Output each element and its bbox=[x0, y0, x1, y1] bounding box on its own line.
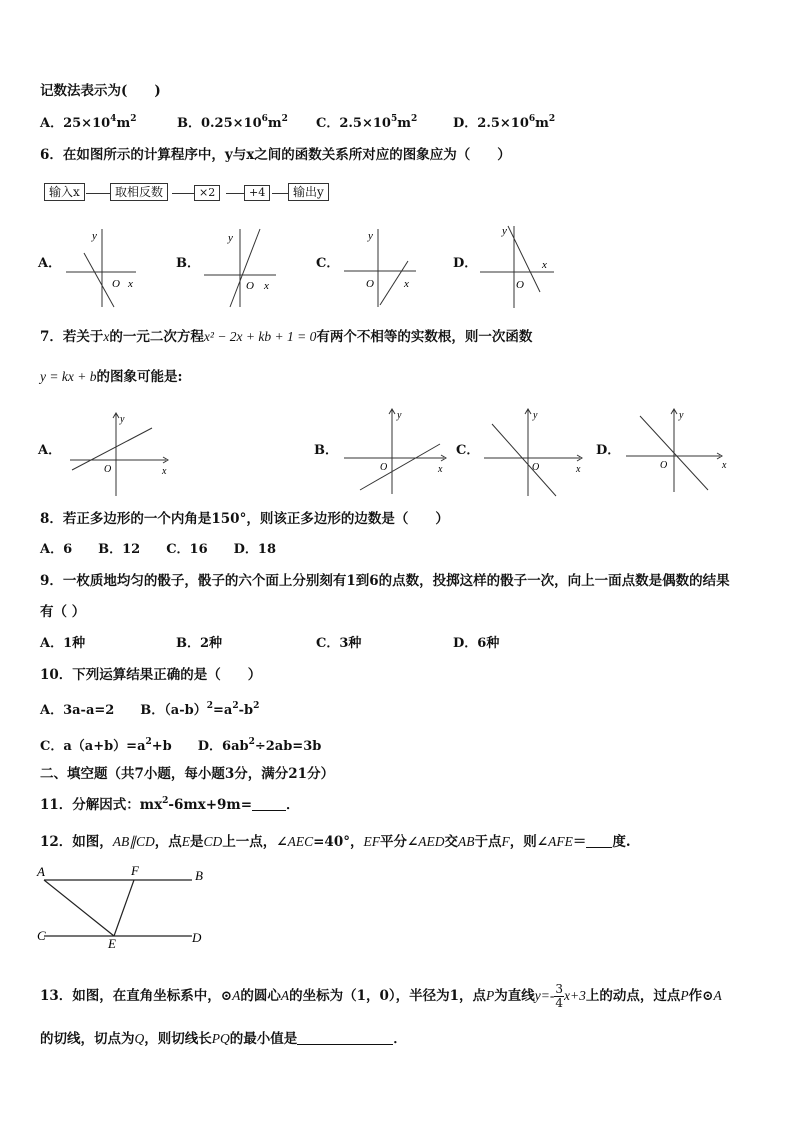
q7-option-c: C． bbox=[456, 443, 480, 458]
q9-option-b: B．2种 bbox=[176, 636, 223, 651]
point-label-a: A bbox=[37, 864, 45, 879]
q11-stem: 11．分解因式：$mx^2-6mx+9m=$ ． bbox=[40, 796, 300, 813]
q5-option-a: A．$25\times 10^4m^2$ bbox=[40, 114, 137, 131]
q6-option-c: C． bbox=[316, 256, 340, 271]
q12-parallel-lines-figure bbox=[34, 860, 214, 954]
q12-stem: 12．如图，AB∥CD，点E是CD上一点，∠AEC=40°，EF平分∠AED交AB于点F，则∠AFE＝ 度. bbox=[40, 834, 631, 850]
answer-blank[interactable] bbox=[297, 1044, 393, 1045]
q7-option-b: B． bbox=[314, 443, 338, 458]
q6-stem: 6．在如图所示的计算程序中，y与x之间的函数关系所对应的图象应为（ ） bbox=[40, 147, 511, 163]
flow-step-plus4: +4 bbox=[244, 185, 270, 201]
flow-arrow bbox=[86, 193, 110, 194]
svg-text:x: x bbox=[438, 464, 443, 475]
flow-step-negate: 取相反数 bbox=[110, 183, 168, 201]
svg-text:x: x bbox=[542, 259, 547, 271]
svg-text:x: x bbox=[264, 280, 269, 292]
svg-text:y: y bbox=[679, 410, 684, 421]
q6-graph-a bbox=[62, 225, 142, 314]
svg-text:O: O bbox=[366, 278, 374, 290]
q6-graph-b bbox=[200, 225, 280, 314]
svg-text:y: y bbox=[533, 410, 538, 421]
point-label-e: E bbox=[108, 936, 116, 950]
q6-graph-d bbox=[476, 222, 558, 314]
q8-stem: 8．若正多边形的一个内角是150°，则该正多边形的边数是（ ） bbox=[40, 511, 449, 527]
svg-text:x: x bbox=[128, 278, 133, 290]
q9-stem: 9．一枚质地均匀的骰子，骰子的六个面上分别刻有1到6的点数，投掷这样的骰子一次，向上一面点数是偶数的结果 bbox=[40, 573, 730, 589]
q9-option-c: C．3种 bbox=[316, 636, 362, 651]
q13-stem-line2: 的切线，切点为Q，则切线长PQ的最小值是 ． bbox=[40, 1031, 407, 1047]
q10-stem: 10．下列运算结果正确的是（ ） bbox=[40, 667, 262, 683]
svg-text:O: O bbox=[104, 464, 112, 475]
q13-stem: 13．如图，在直角坐标系中，⊙A的圆心A的坐标为（1，0），半径为1，点P为直线y=- $\frac{3}{4}$ x+3上的动点，过点P作⊙A bbox=[40, 982, 722, 1010]
point-label-b: B bbox=[195, 868, 203, 883]
svg-text:O: O bbox=[660, 460, 668, 471]
answer-blank[interactable] bbox=[586, 847, 612, 848]
svg-text:O: O bbox=[380, 462, 388, 473]
point-label-c: C bbox=[37, 928, 46, 943]
q7-stem: 7．若关于x的一元二次方程x² − 2x + kb + 1 = 0有两个不相等的实数根，则一次函数 bbox=[40, 329, 533, 345]
q7-graph-c bbox=[480, 406, 590, 504]
point-label-f: F bbox=[131, 863, 139, 878]
q6-option-b: B． bbox=[176, 256, 200, 271]
q5-tail: 记数法表示为( ) bbox=[40, 83, 161, 99]
flow-step-times2: ×2 bbox=[194, 185, 220, 201]
q7-function: y = kx + b bbox=[40, 369, 97, 384]
q9-stem-line2: 有（ ） bbox=[40, 604, 86, 620]
q6-graph-c bbox=[340, 225, 420, 314]
q7-graph-d bbox=[622, 406, 732, 500]
q10-options-line1: A．3a-a=2 B．$(a-b)^2=a^2-b^2$ bbox=[40, 701, 260, 718]
point-label-d: D bbox=[192, 930, 202, 945]
svg-text:O: O bbox=[516, 279, 524, 291]
q7-option-d: D． bbox=[596, 443, 621, 458]
svg-text:x: x bbox=[722, 460, 727, 471]
flow-step-input: 输入x bbox=[44, 183, 85, 201]
q9-option-a: A．1种 bbox=[40, 636, 86, 651]
svg-text:O: O bbox=[532, 462, 540, 473]
q9-option-d: D．6种 bbox=[453, 636, 500, 651]
flow-step-output: 输出y bbox=[288, 183, 329, 201]
flow-arrow bbox=[172, 193, 194, 194]
svg-text:y: y bbox=[368, 230, 373, 242]
svg-text:x: x bbox=[404, 278, 409, 290]
q7-graph-a bbox=[66, 410, 176, 504]
svg-text:y: y bbox=[92, 230, 97, 242]
svg-text:x: x bbox=[162, 466, 167, 477]
q5-option-b: B．$0.25\times 10^6m^2$ bbox=[177, 114, 288, 131]
svg-text:y: y bbox=[502, 225, 507, 237]
svg-text:y: y bbox=[397, 410, 402, 421]
q10-options-line2: C．$a(a+b)=a^2+b$ D．$6ab^2\div 2ab=3b$ bbox=[40, 737, 322, 754]
q5-option-c: C．$2.5\times 10^5m^2$ bbox=[316, 114, 418, 131]
svg-text:y: y bbox=[120, 414, 125, 425]
q5-option-d: D．$2.5\times 10^6m^2$ bbox=[453, 114, 556, 131]
svg-text:x: x bbox=[576, 464, 581, 475]
svg-text:O: O bbox=[246, 280, 254, 292]
svg-text:O: O bbox=[112, 278, 120, 290]
flow-arrow bbox=[226, 193, 244, 194]
q7-graph-b bbox=[340, 406, 450, 500]
q7-equation: x² − 2x + kb + 1 = 0 bbox=[203, 329, 317, 344]
q7-option-a: A． bbox=[38, 443, 62, 458]
q6-option-a: A． bbox=[38, 256, 62, 271]
section-heading-fill-in: 二、填空题（共7小题，每小题3分，满分21分） bbox=[40, 766, 335, 782]
fraction-three-quarters: $\frac{3}{4}$ bbox=[555, 982, 564, 1010]
svg-text:y: y bbox=[228, 232, 233, 244]
q8-options: A．6 B．12 C．16 D．18 bbox=[40, 542, 277, 557]
flow-arrow bbox=[272, 193, 288, 194]
answer-blank[interactable] bbox=[252, 810, 286, 811]
q6-option-d: D． bbox=[453, 256, 478, 271]
q7-stem-line2: y = kx + b的图象可能是: bbox=[40, 369, 183, 385]
